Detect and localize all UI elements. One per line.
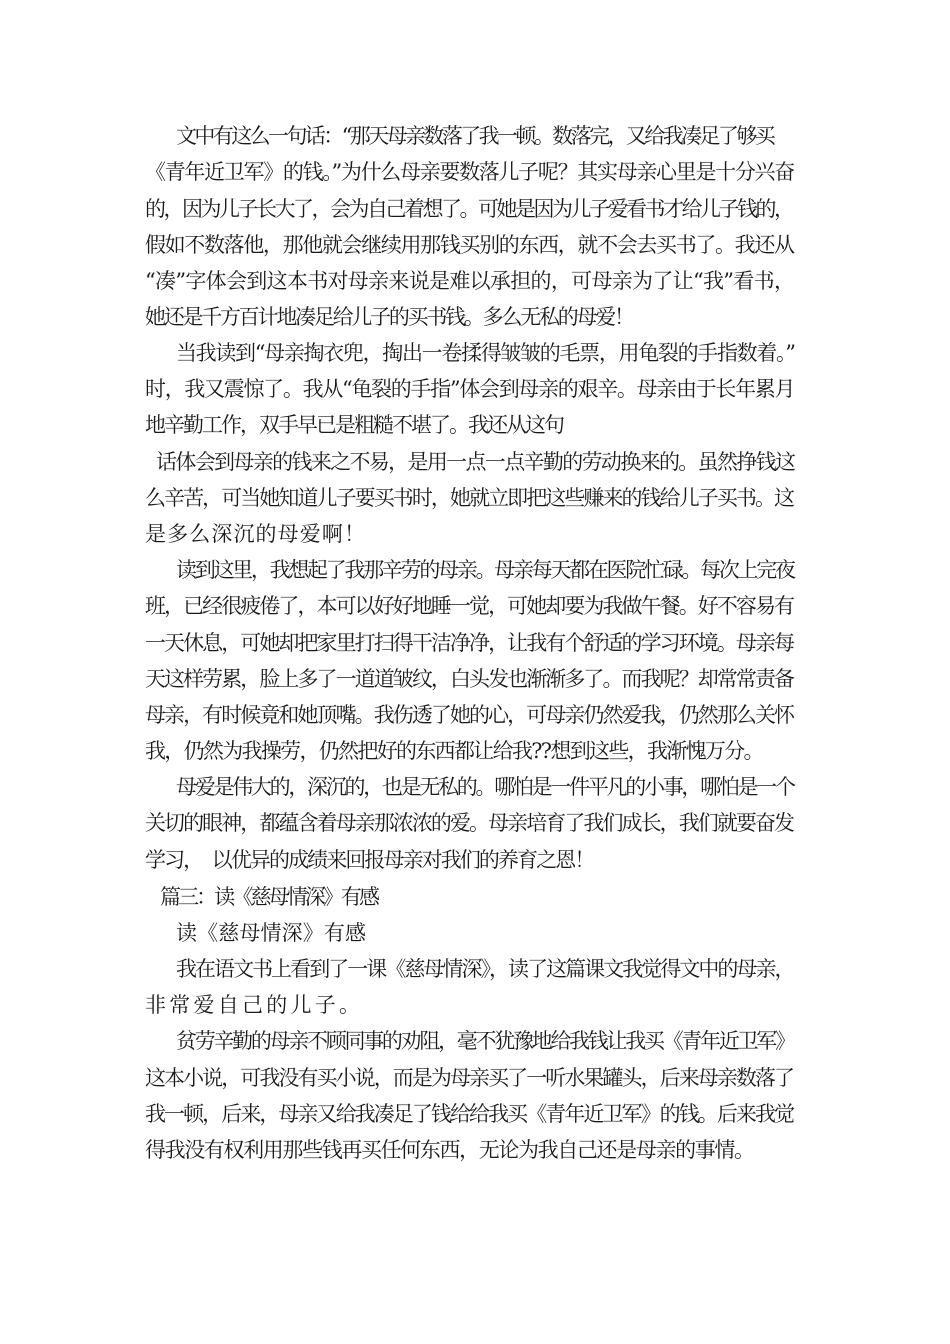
text-line: 文中有这么一句话：“那天母亲数落了我一顿。数落完，又给我凑足了够买 bbox=[176, 124, 774, 148]
text-line: 我，仍然为我操劳，仍然把好的东西都让给我??想到这些，我渐愧万分。 bbox=[145, 739, 763, 763]
text-line: 关切的眼神，都蕴含着母亲那浓浓的爱。母亲培育了我们成长，我们就要奋发 bbox=[145, 811, 794, 835]
text-line: 话体会到母亲的钱来之不易，是用一点一点辛勤的劳动换来的。虽然挣钱这 bbox=[156, 450, 795, 474]
text-line: 读《慈母情深》有感 bbox=[176, 921, 367, 945]
text-line: 天这样劳累，脸上多了一道道皱纹，白头发也渐渐多了。而我呢？却常常责备 bbox=[145, 667, 794, 691]
text-line: 假如不数落他，那他就会继续用那钱买别的东西，就不会去买书了。我还从 bbox=[145, 233, 794, 257]
text-line: 母爱是伟大的，深沉的，也是无私的。哪怕是一件平凡的小事，哪怕是一个 bbox=[176, 775, 794, 799]
text-line: 《青年近卫军》的钱。”为什么母亲要数落儿子呢？其实母亲心里是十分兴奋 bbox=[145, 160, 794, 184]
text-line: 的，因为儿子长大了，会为自己着想了。可她是因为儿子爱看书才给儿子钱的， bbox=[145, 197, 793, 221]
text-line: 篇三：读《慈母情深》有感 bbox=[160, 885, 378, 909]
text-line: 是多么深沉的母爱啊！ bbox=[145, 522, 367, 546]
text-line: 她还是千方百计地凑足给儿子的买书钱。多么无私的母爱！ bbox=[145, 305, 633, 329]
text-line: 学习， 以优异的成绩来回报母亲对我们的养育之恩！ bbox=[145, 848, 594, 872]
text-line: 地辛勤工作，双手早已是粗糙不堪了。我还从这句 bbox=[145, 413, 563, 437]
text-line: “凑”字体会到这本书对母亲来说是难以承担的，可母亲为了让“我”看书， bbox=[145, 269, 795, 293]
text-line: 这本小说，可我没有买小说，而是为母亲买了一听水果罐头，后来母亲数落了 bbox=[145, 1066, 794, 1090]
text-line: 当我读到“母亲掏衣兜，掏出一卷揉得皱皱的毛票，用龟裂的手指数着。” bbox=[176, 341, 795, 365]
text-line: 母亲，有时候竟和她顶嘴。我伤透了她的心，可母亲仍然爱我，仍然那么关怀 bbox=[145, 703, 794, 727]
text-line: 么辛苦，可当她知道儿子要买书时，她就立即把这些赚来的钱给儿子买书。这 bbox=[145, 486, 794, 510]
text-line: 非常爱自己的儿子。 bbox=[145, 993, 364, 1017]
text-line: 得我没有权利用那些钱再买任何东西，无论为我自己还是母亲的事情。 bbox=[145, 1138, 754, 1162]
text-line: 贫劳辛勤的母亲不顾同事的劝阻，毫不犹豫地给我钱让我买《青年近卫军》 bbox=[176, 1029, 794, 1053]
text-line: 班，已经很疲倦了，本可以好好地睡一觉，可她却要为我做午餐。好不容易有 bbox=[145, 594, 794, 618]
text-line: 时，我又震惊了。我从“龟裂的手指”体会到母亲的艰辛。母亲由于长年累月 bbox=[145, 377, 795, 401]
text-line: 一天休息，可她却把家里打扫得干洁净净，让我有个舒适的学习环境。母亲每 bbox=[145, 631, 794, 655]
text-line: 我一顿，后来，母亲又给我凑足了钱给给我买《青年近卫军》的钱。后来我觉 bbox=[145, 1102, 794, 1126]
text-line: 读到这里，我想起了我那辛劳的母亲。母亲每天都在医院忙碌。每次上完夜 bbox=[176, 558, 794, 582]
text-line: 我在语文书上看到了一课《慈母情深》，读了这篇课文我觉得文中的母亲， bbox=[176, 957, 794, 981]
